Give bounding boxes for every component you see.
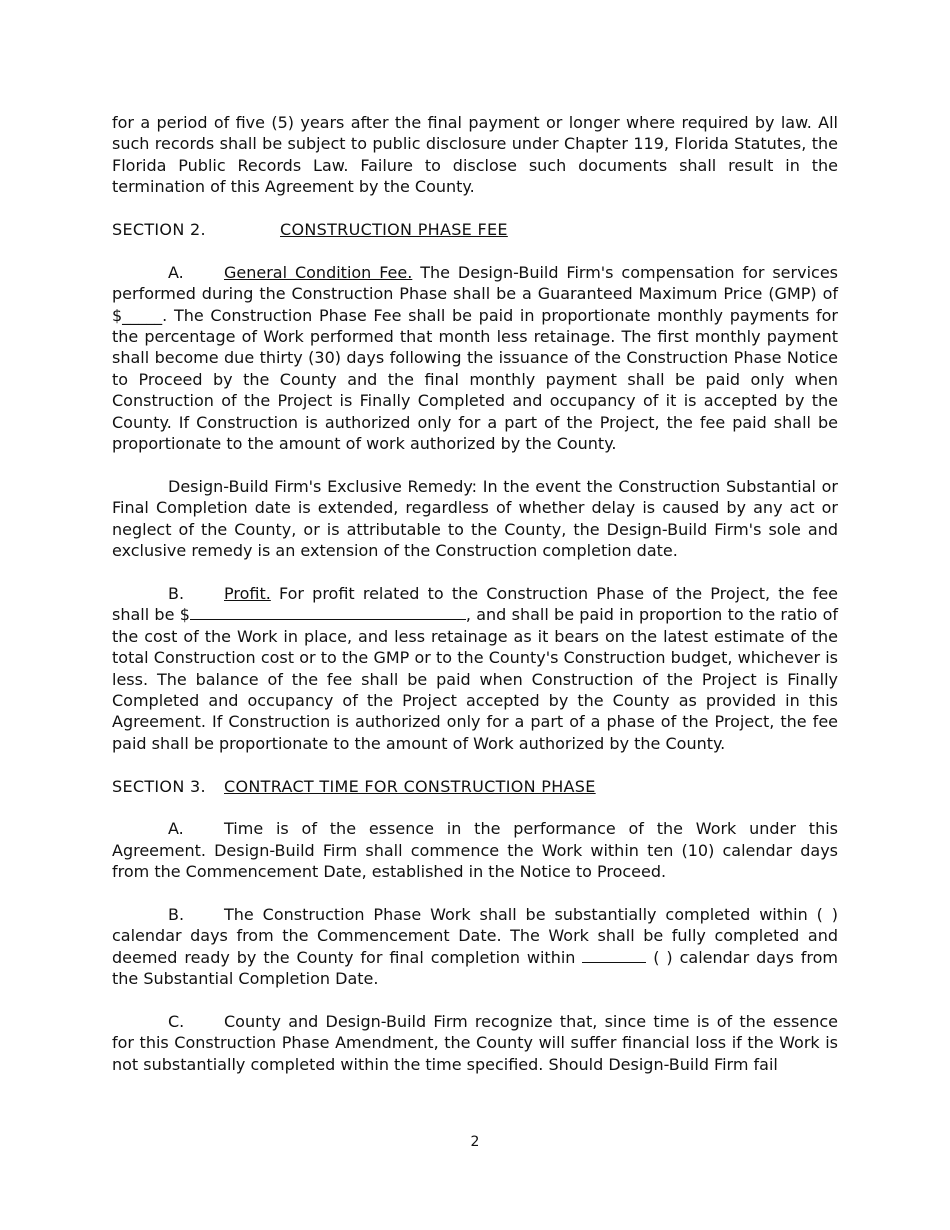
document-page: [112, 112, 838, 1075]
paragraph-letter: C.: [168, 1011, 185, 1031]
section-2-paragraph-a: [112, 262, 838, 455]
paragraph-a-text: Time is of the essence in the performance of the Work under this Agreement. Design-Build Firm shall commence the Work within ten (10) calendar days from the Commencement Date, established in the Notice to Proceed.: [112, 819, 838, 882]
spacer: [112, 561, 838, 582]
section-3-paragraph-a: [112, 818, 838, 882]
final-completion-days-blank[interactable]: [582, 947, 646, 963]
paragraph-b-text-before: The Construction Phase Work shall be substantially completed within ( ) calendar days from the Commencement Date. The Work shall be fully completed and deemed ready by the County for final completion within: [112, 904, 838, 967]
paragraph-a-text: The Design-Build Firm's compensation for services performed during the Construction Phase shall be a Guaranteed Maximum Price (GMP) of $_____. The Construction Phase Fee shall be paid in proportionate monthly payments for the percentage of Work performed that month less retainage. The first monthly payment shall become due thirty (30) days following the issuance of the Construction Phase Notice to Proceed by the County and the final monthly payment shall be paid only when Construction of the Project is Finally Completed and occupancy of it is accepted by the County. If Construction is authorized only for a part of the Project, the fee paid shall be proportionate to the amount of work authorized by the County.: [112, 262, 838, 454]
section-3-heading: [112, 776, 838, 797]
paragraph-a-heading: General Condition Fee.: [224, 262, 413, 282]
page-number: 2: [470, 1134, 480, 1150]
spacer: [112, 990, 838, 1011]
paragraph-letter: A.: [168, 819, 184, 839]
spacer: [112, 754, 838, 775]
spacer: [112, 454, 838, 475]
section-3-title: CONTRACT TIME FOR CONSTRUCTION PHASE: [224, 776, 596, 796]
paragraph-b-text-after: , and shall be paid in proportion to the ratio of the cost of the Work in place, and less retainage as it bears on the latest estimate of the total Construction cost or to the GMP or to the County's Construction budget, whichever is less. The balance of the fee shall be paid when Construction of the Project is Finally Completed and occupancy of the Project accepted by the County as provided in this Agreement. If Construction is authorized only for a part of a phase of the Project, the fee paid shall be proportionate to the amount of Work authorized by the County.: [112, 605, 839, 753]
spacer: [112, 198, 838, 219]
paragraph-b-text-after: ( ) calendar days from the Substantial Completion Date.: [112, 947, 838, 989]
paragraph-c-text: County and Design-Build Firm recognize that, since time is of the essence for this Construction Phase Amendment, the County will suffer financial loss if the Work is not substantially completed within the time specified. Should Design-Build Firm fail: [112, 1011, 838, 1074]
paragraph-b-heading: Profit.: [224, 583, 271, 603]
paragraph-letter: A.: [168, 262, 184, 282]
section-2-title: CONSTRUCTION PHASE FEE: [280, 220, 508, 240]
intro-paragraph: for a period of five (5) years after the final payment or longer where required by law. All such records shall be subject to public disclosure under Chapter 119, Florida Statutes, the Florida Public Records Law. Failure to disclose such documents shall result in the termination of this Agreement by the County.: [112, 113, 838, 197]
spacer: [112, 240, 838, 261]
section-2-label: SECTION 2.: [112, 220, 206, 240]
spacer: [112, 883, 838, 904]
spacer: [112, 797, 838, 818]
section-3-label: SECTION 3.: [112, 776, 206, 796]
section-2-heading: [112, 219, 838, 240]
paragraph-b-text-before: For profit related to the Construction Phase of the Project, the fee shall be $: [112, 583, 838, 625]
section-2-paragraph-b: [112, 583, 838, 754]
section-3-paragraph-c: [112, 1011, 838, 1075]
profit-amount-blank[interactable]: [190, 604, 466, 620]
paragraph-letter: B.: [168, 583, 185, 603]
section-3-paragraph-b: [112, 904, 838, 990]
paragraph-letter: B.: [168, 904, 185, 924]
exclusive-remedy-paragraph: Design-Build Firm's Exclusive Remedy: In the event the Construction Substantial or Final Completion date is extended, regardless of whether delay is caused by any act or neglect of the County, or is attributable to the County, the Design-Build Firm's sole and exclusive remedy is an extension of the Construction completion date.: [112, 476, 838, 561]
